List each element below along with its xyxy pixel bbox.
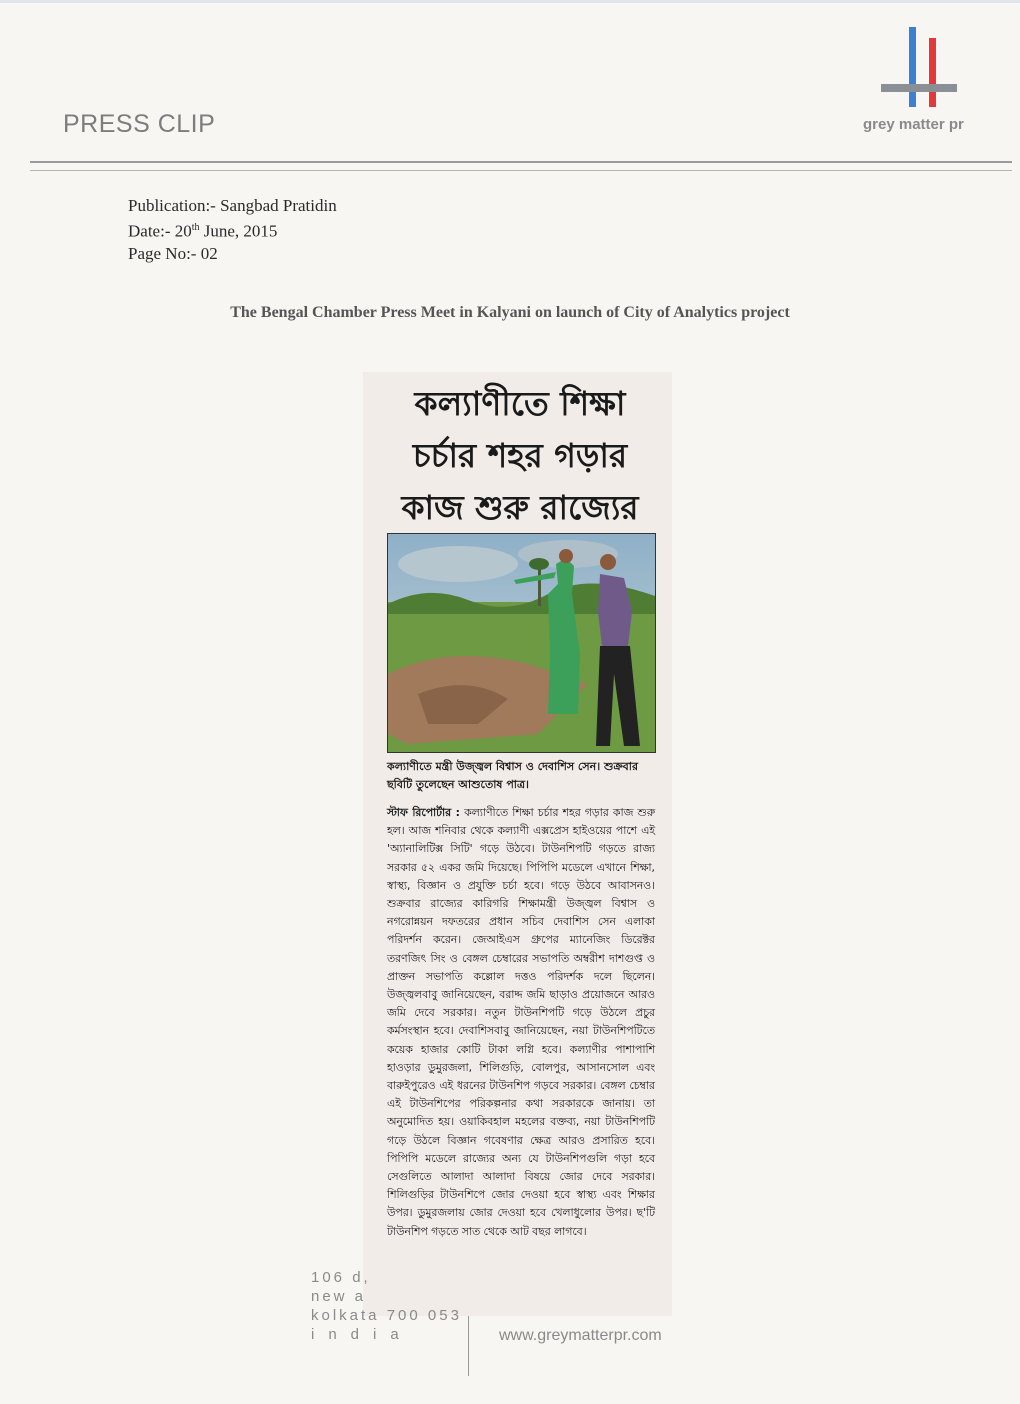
newspaper-clipping <box>363 372 672 1316</box>
address-line: 106 d, <box>311 1269 371 1286</box>
address-line: india <box>311 1326 413 1343</box>
footer-divider <box>468 1316 469 1376</box>
article-body <box>387 804 655 1241</box>
header-rule <box>30 161 1012 163</box>
publication-meta <box>128 195 337 265</box>
article-text: কল্যাণীতে শিক্ষা চর্চার শহর গড়ার কাজ শুরু হল। আজ শনিবার থেকে কল্যাণী এক্সপ্রেস হাইওয়ের পাশে এই 'অ্যানালিটিক্স সিটি' গড়ে উঠবে। টাউনশিপটি গড়তে রাজ্য সরকার ৫২ একর জমি দিয়েছে। পিপিপি মডেলে এখানে শিক্ষা, স্বাস্থ্য, বিজ্ঞান ও প্রযুক্তি চর্চা হবে। গড়ে উঠবে আবাসনও। শুক্রবার রাজ্যের কারিগরি শিক্ষামন্ত্রী উজ্জ্বল বিশ্বাস ও নগরোন্নয়ন দফতরের প্রধান সচিব দেবাশিস সেন এলাকা পরিদর্শন করেন। জেআইএস গ্রুপের ম্যানেজিং ডিরেক্টর তরণজিৎ সিং ও বেঙ্গল চেম্বারের সভাপতি অম্বরীশ দাশগুপ্ত ও প্রাক্তন সভাপতি কল্লোল দত্তও পরিদর্শক দলে ছিলেন। উজ্জ্বলবাবু জানিয়েছেন, বরাদ্দ জমি ছাড়াও প্রয়োজনে আরও জমি দেবে সরকার। নতুন টাউনশিপটি গড়ে উঠলে প্রচুর কর্মসংস্থান হবে। দেবাশিসবাবু জানিয়েছেন, নয়া টাউনশিপটিতে কয়েক হাজার কোটি টাকা লগ্নি হবে। কল্যাণীর পাশাপাশি হাওড়ার ডুমুরজলা, শিলিগুড়ি, বোলপুর, আসানসোল এবং বারুইপুরেও এই ধরনের টাউনশিপ গড়বে সরকার। বেঙ্গল চেম্বার এই টাউনশিপের পরিকল্পনার কথা সরকারকে জানায়। তা অনুমোদিত হয়। ওয়াকিবহাল মহলের বক্তব্য, নয়া টাউনশিপটি গড়ে উঠলে বিজ্ঞান গবেষণার ক্ষেত্র আরও প্রসারিত হবে। পিপিপি মডেলে রাজ্যের অন্য যে টাউনশিপগুলি গড়া হবে সেগুলিতে আলাদা আলাদা বিষয়ে জোর দেবে সরকার। শিলিগুড়ির টাউনশিপে জোর দেওয়া হবে স্বাস্থ্য এবং শিক্ষার উপর। ডুমুরজলায় জোর দেওয়া হবে খেলাধুলোর উপর। ছ'টি টাউনশিপ গড়তে সাত থেকে আট বছর লাগবে। <box>387 806 655 1238</box>
clipping-title <box>375 378 665 534</box>
news-photo <box>387 533 656 753</box>
press-clip-label: PRESS CLIP <box>63 110 216 138</box>
address-line: new a <box>311 1288 367 1305</box>
clipping-title-line: কল্যাণীতে শিক্ষা <box>414 384 626 423</box>
address-line: kolkata 700 053 <box>311 1307 462 1324</box>
header-rule-thin <box>30 170 1012 171</box>
date-line: Date:- 20th June, 2015 <box>128 221 278 241</box>
story-headline: The Bengal Chamber Press Meet in Kalyani on launch of City of Analytics project <box>230 304 790 321</box>
article-byline: স্টাফ রিপোর্টার : <box>387 806 460 819</box>
publication-line: Publication:- Sangbad Pratidin <box>128 196 337 215</box>
clipping-title-line: চর্চার শহর গড়ার <box>412 436 628 475</box>
photo-caption: কল্যাণীতে মন্ত্রী উজ্জ্বল বিশ্বাস ও দেবাশিস সেন। শুক্রবার ছবিটি তুলেছেন আশুতোষ পাত্র। <box>387 760 639 791</box>
logo-wordmark: grey matter pr <box>863 116 964 133</box>
page-number-line: Page No:- 02 <box>128 243 218 263</box>
footer-website: www.greymatterpr.com <box>499 1327 662 1344</box>
footer-address <box>311 1268 462 1344</box>
clipping-title-line: কাজ শুরু রাজ্যের <box>401 488 639 527</box>
